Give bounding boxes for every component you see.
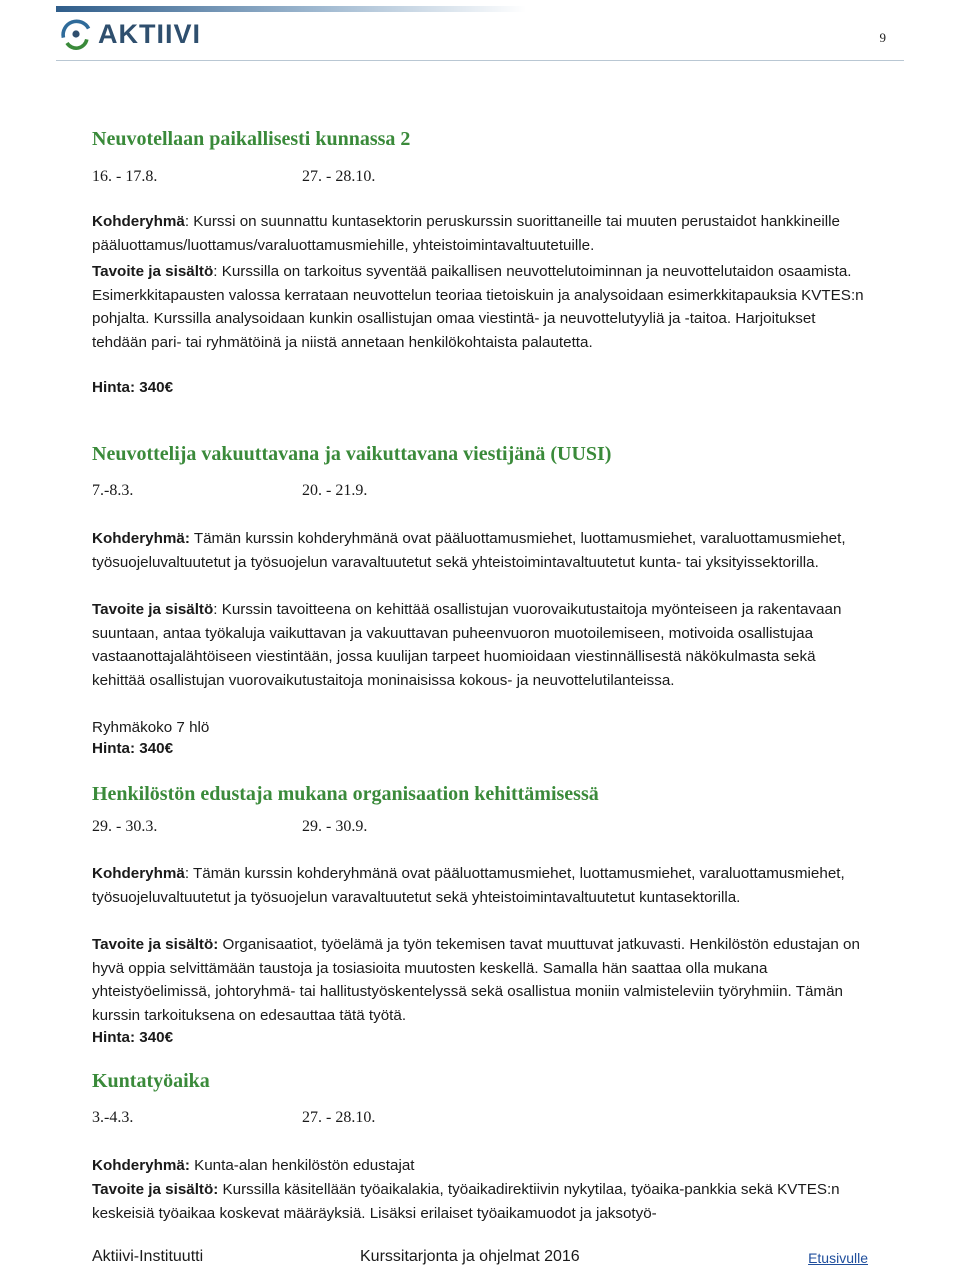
footer-catalog-title: Kurssitarjonta ja ohjelmat 2016 (360, 1248, 580, 1265)
target-label: Kohderyhmä (92, 213, 185, 230)
course-target-group (92, 527, 872, 574)
goal-label: Tavoite ja sisältö: (92, 936, 219, 953)
course-target-group (92, 210, 872, 257)
footer-institute: Aktiivi-Instituutti (92, 1248, 204, 1265)
course-date-2: 27. - 28.10. (302, 1109, 376, 1126)
goal-text: : Kurssin tavoitteena on kehittää osallistujan vuorovaikutustaitoja myönteiseen ja rakentavaan suuntaan, antaa työkaluja vaikuttavan ja vakuuttavan puheenvuoron muotoilemiseen, motivoida osallistujaa vastaanottajalähtöiseen viestintään, jossa kuulijan tarpeet huomioidaan viestinnällisestä näkökulmasta sekä kehittää osallistujan vuorovaikutustaitoja moninaisissa kokous- ja neuvottelutilanteissa. (92, 601, 842, 689)
header-band (56, 6, 526, 12)
target-label: Kohderyhmä (92, 865, 185, 882)
goal-text: : Kurssilla on tarkoitus syventää paikallisen neuvottelutoiminnan ja neuvottelutaidon osaamista. Esimerkkitapausten valossa kerrataan neuvottelun teoriaa tietoiskuin ja analysoidaan esimerkkitapauksia KVTES:n pohjalta. Kurssilla analysoidaan kunkin osallistujan omaa viestintä- ja neuvottelutyyliä ja -taitoa. Harjoitukset tehdään pari- tai ryhmätöinä ja niistä annetaan henkilökohtaista palautetta. (92, 263, 864, 351)
course-title: Neuvottelija vakuuttavana ja vaikuttavana viestijänä (UUSI) (92, 443, 612, 465)
course-date-1: 3.-4.3. (92, 1109, 134, 1126)
home-link[interactable]: Etusivulle (808, 1250, 868, 1266)
course-goal (92, 933, 872, 1027)
course-goal (92, 598, 872, 692)
page-number: 9 (879, 30, 886, 45)
course-target-group (92, 1154, 872, 1178)
course-price: Hinta: 340€ (92, 1029, 174, 1046)
course-title: Henkilöstön edustaja mukana organisaation kehittämisessä (92, 783, 599, 805)
logo-text: AKTIIVI (98, 18, 202, 49)
target-text: Tämän kurssin kohderyhmänä ovat pääluottamusmiehet, luottamusmiehet, varaluottamusmiehet, työsuojeluvaltuutetut ja työsuojelun varavaltuutetut sekä yhteistoimintavaltuutetut kunta- tai yksityissektorilla. (92, 530, 846, 571)
header-divider (56, 60, 904, 61)
course-date-1: 16. - 17.8. (92, 168, 158, 185)
goal-label: Tavoite ja sisältö: (92, 1181, 219, 1198)
course-date-1: 7.-8.3. (92, 482, 134, 499)
target-text: : Tämän kurssin kohderyhmänä ovat pääluottamusmiehet, luottamusmiehet, varaluottamusmiehet, työsuojeluvaltuutetut ja työsuojelun varavaltuutetut sekä yhteistoimintavaltuutetut kuntasektorilla. (92, 865, 845, 906)
target-text: : Kurssi on suunnattu kuntasektorin peruskurssin suorittaneille tai muuten perustaidot hankkineille pääluottamus/luottamus/varaluottamusmiehille, yhteistoimintavaltuutetuille. (92, 213, 840, 254)
course-goal (92, 1178, 872, 1225)
course-price: Hinta: 340€ (92, 740, 174, 757)
course-dates (92, 1109, 376, 1127)
goal-text: Kurssilla käsitellään työaikalakia, työaikadirektiivin nykytilaa, työaika-pankkia sekä KVTES:n keskeisiä työaikaa koskevat määräyksiä. Lisäksi erilaiset työaikamuodot ja jaksotyö- (92, 1181, 840, 1222)
course-goal (92, 260, 872, 354)
goal-label: Tavoite ja sisältö (92, 263, 214, 280)
target-label: Kohderyhmä: (92, 530, 190, 547)
course-group-size: Ryhmäkoko 7 hlö (92, 719, 210, 736)
page-footer (92, 1248, 872, 1272)
course-dates (92, 168, 376, 186)
course-target-group (92, 862, 872, 909)
course-date-1: 29. - 30.3. (92, 818, 158, 835)
goal-label: Tavoite ja sisältö (92, 601, 214, 618)
course-date-2: 20. - 21.9. (302, 482, 368, 499)
aktiivi-logo (58, 14, 201, 54)
target-text: Kunta-alan henkilöstön edustajat (189, 1157, 415, 1174)
course-date-2: 27. - 28.10. (302, 168, 376, 185)
course-price: Hinta: 340€ (92, 379, 174, 396)
target-label: Kohderyhmä: (92, 1157, 190, 1174)
course-title: Kuntatyöaika (92, 1070, 210, 1092)
aktiivi-logo-icon (58, 16, 94, 52)
page-header (0, 0, 960, 76)
course-dates (92, 482, 368, 500)
goal-text: Organisaatiot, työelämä ja työn tekemisen tavat muuttuvat jatkuvasti. Henkilöstön edustajan on hyvä oppia selvittämään taustoja ja tosiasioita muutosten keskellä. Samalla hän saattaa olla mukana yhteistyöelimissä, johtoryhmä- tai hallitustyöskentelyssä sekä osallistua moniin valmisteleviin työryhmiin. Tämän kurssin tarkoituksena on edesauttaa tätä työtä. (92, 936, 860, 1024)
course-dates (92, 818, 368, 836)
course-title: Neuvotellaan paikallisesti kunnassa 2 (92, 128, 411, 150)
course-date-2: 29. - 30.9. (302, 818, 368, 835)
